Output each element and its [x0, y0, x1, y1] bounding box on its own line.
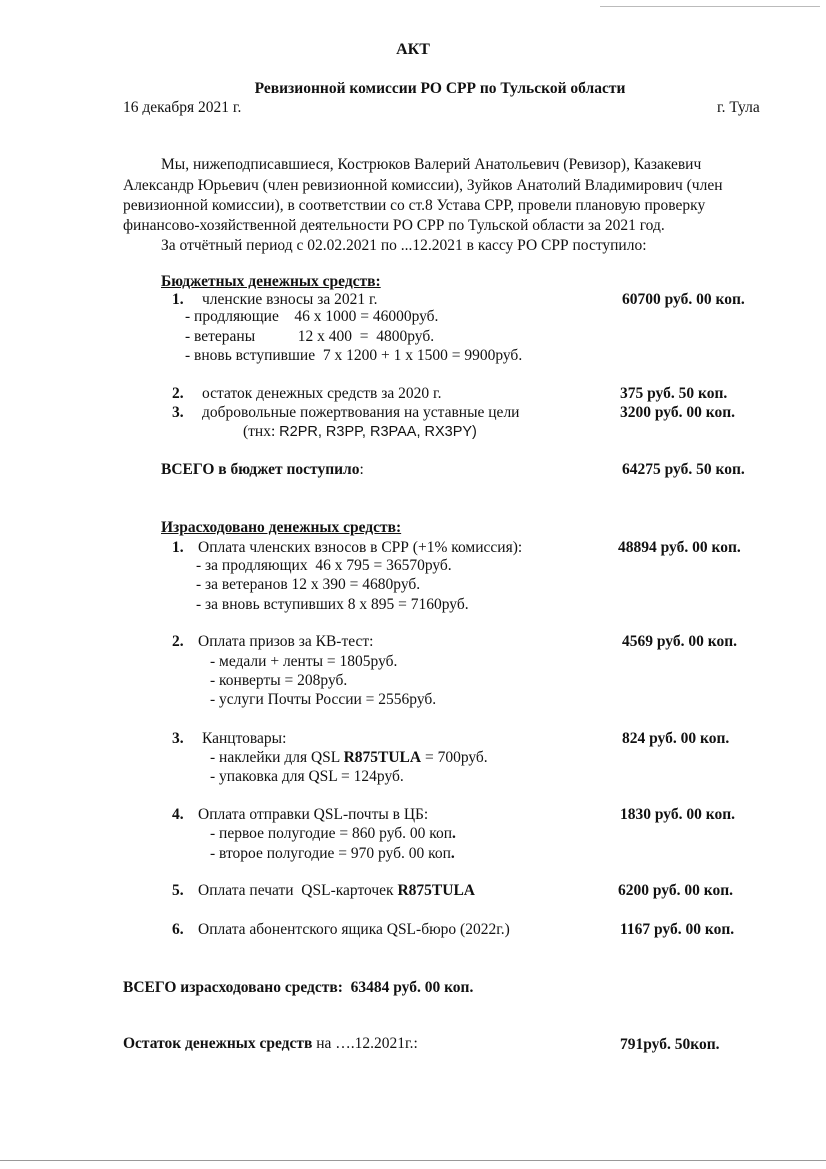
expense-item1-sub-1: - за продляющих 46 х 795 = 36570руб. [196, 557, 452, 574]
document-title: АКТ [396, 41, 430, 58]
expense-item1-label: Оплата членских взносов в СРР (+1% комиссия): [198, 539, 523, 556]
expense-item6-num: 6. [172, 921, 184, 938]
income-item1-amount: 60700 руб. 00 коп. [622, 291, 745, 308]
expense-item1-amount: 48894 руб. 00 коп. [618, 539, 741, 556]
expense-item1-sub-3: - за вновь вступивших 8 х 895 = 7160руб. [196, 596, 469, 613]
expense-item2-sub-1: - медали + ленты = 1805руб. [210, 653, 398, 670]
expense-item3-sub-1 [210, 750, 488, 766]
income-item1-num: 1. [172, 291, 184, 308]
intro-line-4: финансово-хозяйственной деятельности РО СРР по Тульской области за 2021 год. [123, 217, 665, 234]
income-item3-donors [243, 424, 477, 440]
intro-line-3: ревизионной комиссии), в соответствии со ст.8 Устава СРР, провели плановую проверку [123, 197, 706, 214]
document-date: 16 декабря 2021 г. [123, 99, 242, 116]
expense-item2-label: Оплата призов за КВ-тест: [198, 633, 374, 650]
income-item2-num: 2. [172, 385, 184, 402]
expense-item1-num: 1. [172, 539, 184, 556]
expense-item6-amount: 1167 руб. 00 коп. [620, 921, 735, 938]
income-item3-amount: 3200 руб. 00 коп. [620, 404, 735, 421]
expense-item4-sub-2 [210, 846, 455, 862]
income-item2-amount: 375 руб. 50 коп. [620, 385, 728, 402]
expense-item3-num: 3. [172, 730, 184, 747]
expense-item4-num: 4. [172, 806, 184, 823]
donors-callsigns: R2PR, R3PP, R3PAA, RX3PY) [279, 424, 477, 440]
expense-item3-amount: 824 руб. 00 коп. [622, 730, 730, 747]
expense-item1-sub-2: - за ветеранов 12 х 390 = 4680руб. [196, 576, 421, 593]
income-item2-label: остаток денежных средств за 2020 г. [202, 385, 442, 402]
scan-edge-top [600, 6, 820, 7]
document-city: г. Тула [717, 99, 760, 116]
income-item3-label: добровольные пожертвования на уставные цели [202, 404, 520, 421]
document-subtitle: Ревизионной комиссии РО СРР по Тульской области [254, 80, 626, 97]
expense-item2-amount: 4569 руб. 00 коп. [622, 633, 737, 650]
stickers-prefix: - наклейки для QSL [210, 749, 344, 766]
second-half-dot: . [450, 845, 455, 862]
balance-label-bold: Остаток денежных средств [123, 1035, 313, 1052]
expense-item4-label: Оплата отправки QSL-почты в ЦБ: [198, 806, 429, 823]
expense-item4-sub-1 [210, 826, 456, 842]
intro-line-5: За отчётный период с 02.02.2021 по ...12.2021 в кассу РО СРР поступило: [161, 237, 647, 254]
expense-item5-amount: 6200 руб. 00 коп. [618, 882, 733, 899]
balance-label [123, 1036, 418, 1052]
first-half-dot: . [452, 825, 456, 842]
intro-line-2: Александр Юрьевич (член ревизионной комиссии), Зуйков Анатолий Владимирович (член [123, 177, 723, 194]
first-half-text: - первое полугодие = 860 руб. 00 коп [210, 825, 453, 842]
expense-item2-sub-2: - конверты = 208руб. [210, 672, 348, 689]
print-callsign: R875TULA [397, 882, 475, 899]
expense-item3-label: Канцтовары: [202, 730, 287, 747]
balance-label-rest: на ….12.2021г.: [312, 1035, 418, 1052]
donors-prefix: (тнх: [243, 423, 280, 440]
expense-item3-sub-2: - упаковка для QSL = 124руб. [210, 768, 404, 785]
second-half-text: - второе полугодие = 970 руб. 00 коп [210, 845, 451, 862]
expense-item6-label: Оплата абонентского ящика QSL-бюро (2022г.) [198, 921, 510, 938]
income-total-label: ВСЕГО в бюджет поступило [161, 461, 360, 478]
intro-line-1: Мы, нижеподписавшиеся, Кострюков Валерий Анатольевич (Ревизор), Казакевич [161, 156, 702, 173]
income-item1-sub-2: - ветераны 12 х 400 = 4800руб. [185, 328, 435, 345]
income-item1-sub-3: - вновь вступившие 7 х 1200 + 1 х 1500 = 9900руб. [185, 347, 523, 364]
expense-item5-label [198, 883, 475, 899]
income-heading: Бюджетных денежных средств: [161, 273, 381, 290]
income-item1-label: членские взносы за 2021 г. [202, 291, 378, 308]
income-item1-sub-1: - продляющие 46 х 1000 = 46000руб. [185, 308, 439, 325]
income-item3-num: 3. [172, 404, 184, 421]
income-total-colon: : [359, 461, 364, 478]
scan-edge-bottom [0, 1160, 826, 1161]
expenses-total: ВСЕГО израсходовано средств: 63484 руб. 00 коп. [123, 979, 474, 996]
expenses-heading: Израсходовано денежных средств: [161, 519, 402, 536]
expense-item2-sub-3: - услуги Почты России = 2556руб. [210, 691, 437, 708]
income-total-amount: 64275 руб. 50 коп. [622, 461, 745, 478]
expense-item5-num: 5. [172, 882, 184, 899]
expense-item2-num: 2. [172, 633, 184, 650]
income-total [161, 462, 364, 478]
print-label: Оплата печати QSL-карточек [198, 882, 398, 899]
stickers-callsign: R875TULA [343, 749, 422, 766]
stickers-suffix: = 700руб. [421, 749, 488, 766]
balance-amount: 791руб. 50коп. [620, 1036, 720, 1053]
expense-item4-amount: 1830 руб. 00 коп. [620, 806, 735, 823]
